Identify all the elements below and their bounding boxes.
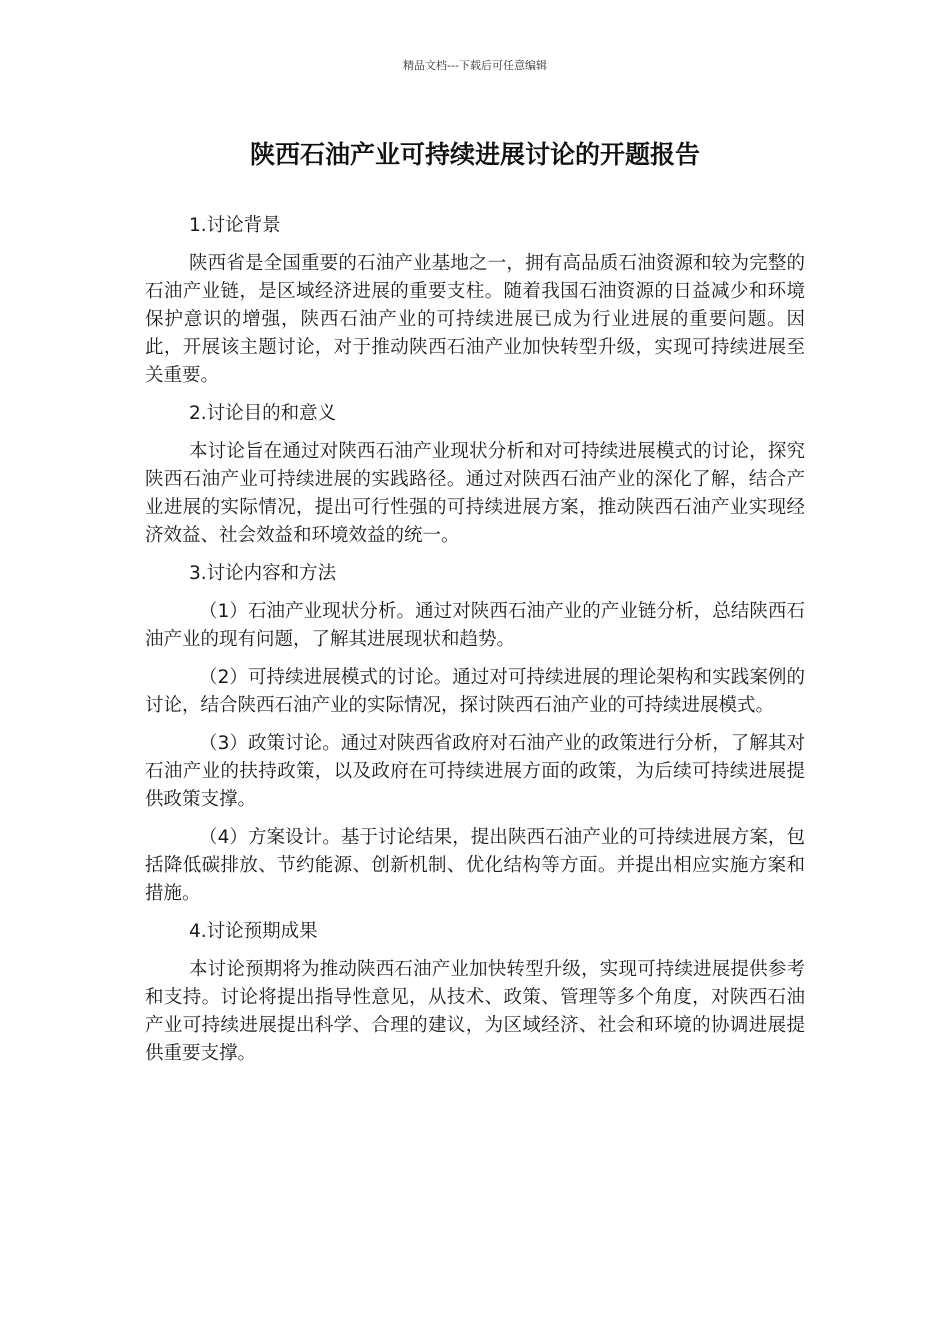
document-body [145, 212, 805, 1068]
section-heading-purpose: 2.讨论目的和意义 [189, 403, 337, 424]
page-header-note: 精品文档---下载后可任意编辑 [403, 59, 547, 72]
list-item-sustainable-model: （2）可持续进展模式的讨论。通过对可持续进展的理论架构和实践案例的讨论，结合陕西石油产业的实际情况，探讨陕西石油产业的可持续进展模式。 [145, 667, 805, 716]
paragraph-expected-results: 本讨论预期将为推动陕西石油产业加快转型升级，实现可持续进展提供参考和支持。讨论将提出指导性意见，从技术、政策、管理等多个角度，对陕西石油产业可持续进展提出科学、合理的建议，为区域经济、社会和环境的协调进展提供重要支撑。 [145, 959, 805, 1064]
section-heading-background: 1.讨论背景 [189, 215, 281, 236]
section-heading-content-method: 3.讨论内容和方法 [189, 563, 337, 584]
list-item-industry-analysis: （1）石油产业现状分析。通过对陕西石油产业的产业链分析，总结陕西石油产业的现有问题，了解其进展现状和趋势。 [145, 601, 805, 650]
paragraph-purpose: 本讨论旨在通过对陕西石油产业现状分析和对可持续进展模式的讨论，探究陕西石油产业可持续进展的实践路径。通过对陕西石油产业的深化了解，结合产业进展的实际情况，提出可行性强的可持续进展方案，推动陕西石油产业实现经济效益、社会效益和环境效益的统一。 [145, 441, 805, 546]
list-item-plan-design: （4）方案设计。基于讨论结果，提出陕西石油产业的可持续进展方案，包括降低碳排放、节约能源、创新机制、优化结构等方面。并提出相应实施方案和措施。 [145, 827, 805, 904]
paragraph-background: 陕西省是全国重要的石油产业基地之一，拥有高品质石油资源和较为完整的石油产业链，是区域经济进展的重要支柱。随着我国石油资源的日益减少和环境保护意识的增强，陕西石油产业的可持续进展已成为行业进展的重要问题。因此，开展该主题讨论，对于推动陕西石油产业加快转型升级，实现可持续进展至关重要。 [145, 253, 805, 386]
document-title: 陕西石油产业可持续进展讨论的开题报告 [249, 140, 700, 169]
section-heading-expected-results: 4.讨论预期成果 [189, 921, 318, 942]
list-item-policy: （3）政策讨论。通过对陕西省政府对石油产业的政策进行分析，了解其对石油产业的扶持政策，以及政府在可持续进展方面的政策，为后续可持续进展提供政策支撑。 [145, 733, 805, 810]
